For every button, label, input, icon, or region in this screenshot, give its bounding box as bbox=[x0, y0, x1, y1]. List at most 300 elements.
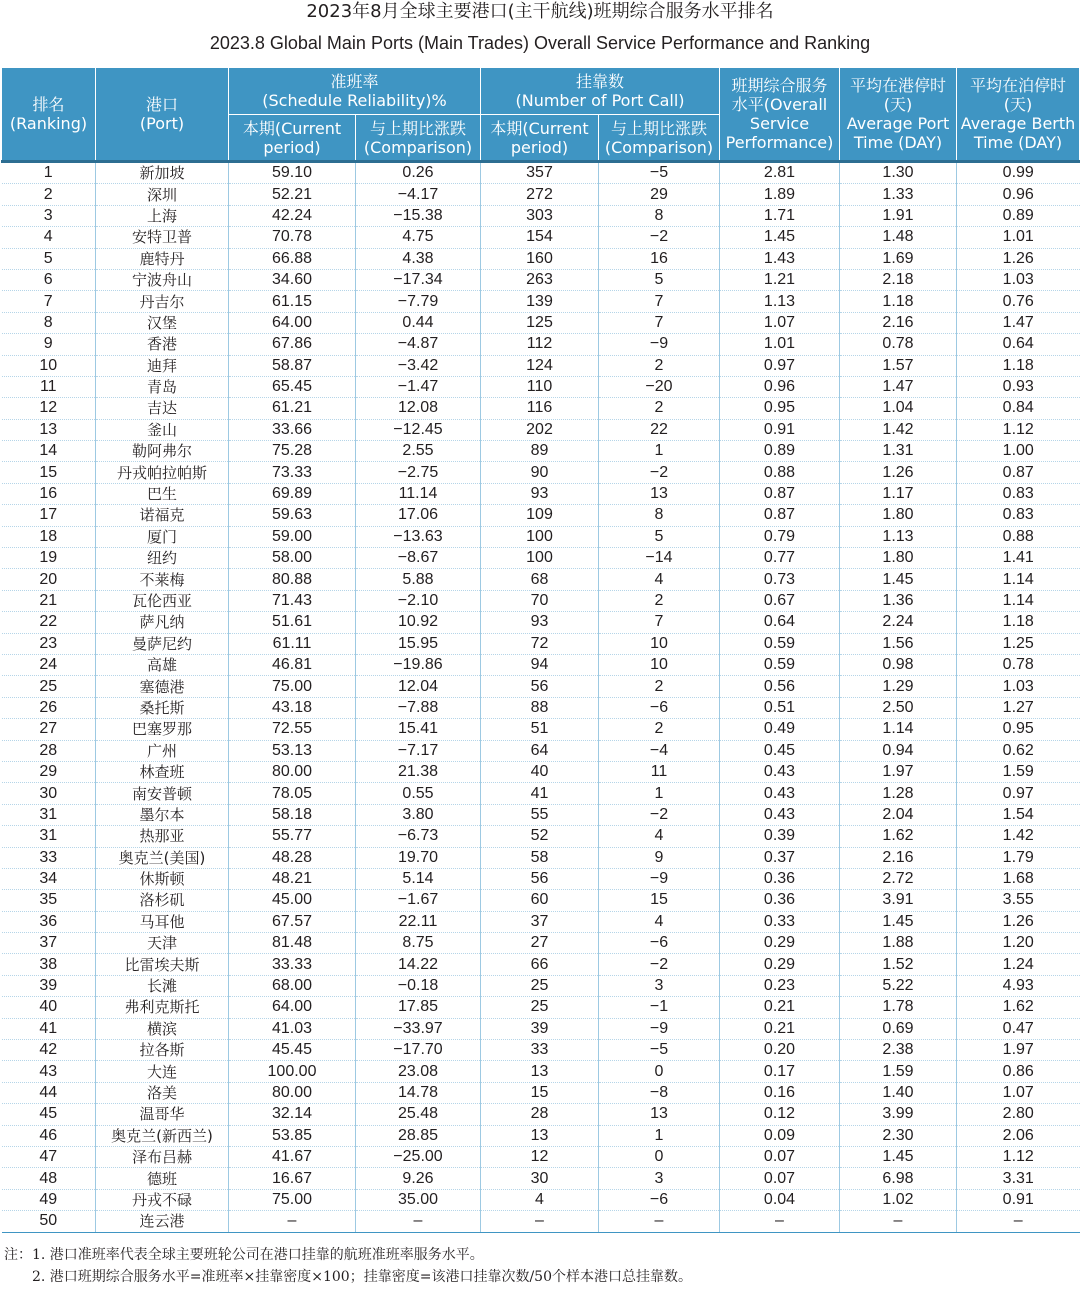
port-time-cell: 2.30 bbox=[840, 1125, 957, 1146]
port-cell: 塞德港 bbox=[96, 676, 229, 697]
reliability-comparison-cell: −4.87 bbox=[356, 334, 481, 355]
port-cell: 连云港 bbox=[96, 1211, 229, 1232]
table-row bbox=[2, 1018, 1080, 1039]
reliability-comparison-cell: 23.08 bbox=[356, 1061, 481, 1082]
reliability-comparison-cell: −0.18 bbox=[356, 975, 481, 996]
calls-current-cell: 100 bbox=[481, 526, 599, 547]
calls-comparison-cell: −9 bbox=[599, 868, 720, 889]
table-body bbox=[2, 162, 1080, 1233]
calls-current-cell: 94 bbox=[481, 654, 599, 675]
calls-current-cell: 68 bbox=[481, 569, 599, 590]
port-time-cell: 0.94 bbox=[840, 740, 957, 761]
service-performance-cell: 1.43 bbox=[720, 248, 840, 269]
header-port-calls: 挂靠数 (Number of Port Call) bbox=[481, 68, 720, 115]
reliability-current-cell: 53.85 bbox=[229, 1125, 356, 1146]
rank-cell: 30 bbox=[2, 783, 96, 804]
reliability-current-cell: 53.13 bbox=[229, 740, 356, 761]
service-performance-cell: 0.07 bbox=[720, 1168, 840, 1189]
port-cell: 不莱梅 bbox=[96, 569, 229, 590]
berth-time-cell: 1.24 bbox=[957, 954, 1080, 975]
calls-current-cell: 58 bbox=[481, 847, 599, 868]
rank-cell: 15 bbox=[2, 462, 96, 483]
calls-current-cell: 263 bbox=[481, 269, 599, 290]
reliability-comparison-cell: 2.55 bbox=[356, 441, 481, 462]
berth-time-cell: – bbox=[957, 1211, 1080, 1232]
reliability-current-cell: 80.00 bbox=[229, 1082, 356, 1103]
table-row bbox=[2, 954, 1080, 975]
port-time-cell: 2.50 bbox=[840, 697, 957, 718]
calls-comparison-cell: 13 bbox=[599, 483, 720, 504]
port-time-cell: 1.36 bbox=[840, 590, 957, 611]
reliability-current-cell: – bbox=[229, 1211, 356, 1232]
reliability-comparison-cell: 35.00 bbox=[356, 1189, 481, 1210]
footnote-2: 2. 港口班期综合服务水平=准班率×挂靠密度×100；挂靠密度=该港口挂靠次数/50个样本港口总挂靠数。 bbox=[32, 1269, 692, 1285]
berth-time-cell: 1.59 bbox=[957, 761, 1080, 782]
reliability-current-cell: 16.67 bbox=[229, 1168, 356, 1189]
service-performance-cell: 1.45 bbox=[720, 227, 840, 248]
calls-comparison-cell: −2 bbox=[599, 462, 720, 483]
calls-comparison-cell: −2 bbox=[599, 804, 720, 825]
reliability-comparison-cell: −25.00 bbox=[356, 1146, 481, 1167]
rank-cell: 42 bbox=[2, 1040, 96, 1061]
calls-comparison-cell: −9 bbox=[599, 1018, 720, 1039]
rank-cell: 37 bbox=[2, 933, 96, 954]
berth-time-cell: 0.83 bbox=[957, 505, 1080, 526]
berth-time-cell: 4.93 bbox=[957, 975, 1080, 996]
port-cell: 墨尔本 bbox=[96, 804, 229, 825]
berth-time-cell: 1.68 bbox=[957, 868, 1080, 889]
calls-comparison-cell: 7 bbox=[599, 312, 720, 333]
reliability-current-cell: 72.55 bbox=[229, 719, 356, 740]
reliability-current-cell: 75.28 bbox=[229, 441, 356, 462]
calls-current-cell: 139 bbox=[481, 291, 599, 312]
service-performance-cell: 0.20 bbox=[720, 1040, 840, 1061]
calls-comparison-cell: 13 bbox=[599, 1104, 720, 1125]
calls-comparison-cell: 7 bbox=[599, 291, 720, 312]
port-cell: 大连 bbox=[96, 1061, 229, 1082]
rank-cell: 17 bbox=[2, 505, 96, 526]
service-performance-cell: 0.17 bbox=[720, 1061, 840, 1082]
calls-comparison-cell: 11 bbox=[599, 761, 720, 782]
rank-cell: 26 bbox=[2, 697, 96, 718]
berth-time-cell: 1.00 bbox=[957, 441, 1080, 462]
reliability-comparison-cell: −13.63 bbox=[356, 526, 481, 547]
calls-current-cell: 51 bbox=[481, 719, 599, 740]
calls-comparison-cell: 1 bbox=[599, 1125, 720, 1146]
rank-cell: 34 bbox=[2, 868, 96, 889]
reliability-current-cell: 80.88 bbox=[229, 569, 356, 590]
rank-cell: 33 bbox=[2, 847, 96, 868]
reliability-comparison-cell: 11.14 bbox=[356, 483, 481, 504]
table-row bbox=[2, 334, 1080, 355]
table-row bbox=[2, 483, 1080, 504]
calls-comparison-cell: 16 bbox=[599, 248, 720, 269]
rank-cell: 11 bbox=[2, 376, 96, 397]
table-row bbox=[2, 1104, 1080, 1125]
port-ranking-table bbox=[1, 67, 1080, 1233]
reliability-comparison-cell: −19.86 bbox=[356, 654, 481, 675]
service-performance-cell: 0.49 bbox=[720, 719, 840, 740]
service-performance-cell: 0.33 bbox=[720, 911, 840, 932]
header-schedule-reliability: 准班率 (Schedule Reliability)% bbox=[229, 68, 481, 115]
reliability-current-cell: 75.00 bbox=[229, 1189, 356, 1210]
service-performance-cell: 1.01 bbox=[720, 334, 840, 355]
port-cell: 迪拜 bbox=[96, 355, 229, 376]
port-cell: 丹吉尔 bbox=[96, 291, 229, 312]
calls-current-cell: 70 bbox=[481, 590, 599, 611]
table-row bbox=[2, 654, 1080, 675]
port-time-cell: 2.16 bbox=[840, 312, 957, 333]
service-performance-cell: 0.43 bbox=[720, 783, 840, 804]
port-time-cell: 1.04 bbox=[840, 398, 957, 419]
calls-current-cell: 154 bbox=[481, 227, 599, 248]
calls-current-cell: 27 bbox=[481, 933, 599, 954]
berth-time-cell: 1.01 bbox=[957, 227, 1080, 248]
service-performance-cell: 0.39 bbox=[720, 826, 840, 847]
reliability-comparison-cell: 12.04 bbox=[356, 676, 481, 697]
berth-time-cell: 3.55 bbox=[957, 890, 1080, 911]
reliability-current-cell: 80.00 bbox=[229, 761, 356, 782]
calls-comparison-cell: −4 bbox=[599, 740, 720, 761]
reliability-current-cell: 52.21 bbox=[229, 184, 356, 205]
calls-comparison-cell: −5 bbox=[599, 1040, 720, 1061]
calls-current-cell: 272 bbox=[481, 184, 599, 205]
port-time-cell: 1.45 bbox=[840, 569, 957, 590]
header-reliability-comparison: 与上期比涨跌 (Comparison) bbox=[356, 115, 481, 162]
berth-time-cell: 0.93 bbox=[957, 376, 1080, 397]
footnotes bbox=[4, 1244, 1074, 1288]
rank-cell: 14 bbox=[2, 441, 96, 462]
service-performance-cell: 0.73 bbox=[720, 569, 840, 590]
reliability-comparison-cell: 22.11 bbox=[356, 911, 481, 932]
reliability-comparison-cell: 14.22 bbox=[356, 954, 481, 975]
page-title-chinese: 2023年8月全球主要港口(主干航线)班期综合服务水平排名 bbox=[306, 1, 774, 22]
calls-current-cell: 110 bbox=[481, 376, 599, 397]
calls-current-cell: 66 bbox=[481, 954, 599, 975]
footnote-1: 注：1. 港口准班率代表全球主要班轮公司在港口挂靠的航班准班率服务水平。 bbox=[4, 1247, 484, 1263]
page-title-english: 2023.8 Global Main Ports (Main Trades) Overall Service Performance and Ranking bbox=[209, 33, 871, 53]
reliability-comparison-cell: 0.26 bbox=[356, 162, 481, 184]
port-time-cell: 1.42 bbox=[840, 419, 957, 440]
reliability-comparison-cell: 28.85 bbox=[356, 1125, 481, 1146]
calls-comparison-cell: −6 bbox=[599, 1189, 720, 1210]
reliability-comparison-cell: 15.41 bbox=[356, 719, 481, 740]
rank-cell: 38 bbox=[2, 954, 96, 975]
table-row bbox=[2, 184, 1080, 205]
port-cell: 深圳 bbox=[96, 184, 229, 205]
rank-cell: 1 bbox=[2, 162, 96, 184]
port-time-cell: 2.72 bbox=[840, 868, 957, 889]
reliability-comparison-cell: 0.55 bbox=[356, 783, 481, 804]
reliability-comparison-cell: −3.42 bbox=[356, 355, 481, 376]
reliability-current-cell: 59.10 bbox=[229, 162, 356, 184]
reliability-current-cell: 33.66 bbox=[229, 419, 356, 440]
calls-current-cell: 202 bbox=[481, 419, 599, 440]
port-time-cell: 1.48 bbox=[840, 227, 957, 248]
port-time-cell: 1.45 bbox=[840, 911, 957, 932]
calls-current-cell: 39 bbox=[481, 1018, 599, 1039]
reliability-current-cell: 61.11 bbox=[229, 633, 356, 654]
port-cell: 吉达 bbox=[96, 398, 229, 419]
calls-comparison-cell: −1 bbox=[599, 997, 720, 1018]
port-time-cell: 0.98 bbox=[840, 654, 957, 675]
port-cell: 丹戎不碌 bbox=[96, 1189, 229, 1210]
port-cell: 南安普顿 bbox=[96, 783, 229, 804]
service-performance-cell: 0.23 bbox=[720, 975, 840, 996]
table-row bbox=[2, 633, 1080, 654]
reliability-comparison-cell: 25.48 bbox=[356, 1104, 481, 1125]
reliability-comparison-cell: 3.80 bbox=[356, 804, 481, 825]
service-performance-cell: 1.71 bbox=[720, 205, 840, 226]
port-cell: 高雄 bbox=[96, 654, 229, 675]
service-performance-cell: 2.81 bbox=[720, 162, 840, 184]
reliability-current-cell: 45.45 bbox=[229, 1040, 356, 1061]
port-cell: 热那亚 bbox=[96, 826, 229, 847]
calls-current-cell: 160 bbox=[481, 248, 599, 269]
rank-cell: 8 bbox=[2, 312, 96, 333]
reliability-current-cell: 69.89 bbox=[229, 483, 356, 504]
berth-time-cell: 1.26 bbox=[957, 911, 1080, 932]
port-time-cell: 1.17 bbox=[840, 483, 957, 504]
table-row bbox=[2, 269, 1080, 290]
header-average-berth-time: 平均在泊停时 (天) Average Berth Time (DAY) bbox=[957, 68, 1080, 162]
berth-time-cell: 1.47 bbox=[957, 312, 1080, 333]
service-performance-cell: 0.77 bbox=[720, 548, 840, 569]
berth-time-cell: 1.03 bbox=[957, 676, 1080, 697]
service-performance-cell: 0.56 bbox=[720, 676, 840, 697]
berth-time-cell: 1.18 bbox=[957, 612, 1080, 633]
rank-cell: 5 bbox=[2, 248, 96, 269]
calls-comparison-cell: 8 bbox=[599, 505, 720, 526]
rank-cell: 43 bbox=[2, 1061, 96, 1082]
table-row bbox=[2, 975, 1080, 996]
berth-time-cell: 0.99 bbox=[957, 162, 1080, 184]
port-cell: 丹戎帕拉帕斯 bbox=[96, 462, 229, 483]
service-performance-cell: 0.16 bbox=[720, 1082, 840, 1103]
service-performance-cell: 0.51 bbox=[720, 697, 840, 718]
port-time-cell: 1.69 bbox=[840, 248, 957, 269]
port-cell: 新加坡 bbox=[96, 162, 229, 184]
berth-time-cell: 0.97 bbox=[957, 783, 1080, 804]
berth-time-cell: 1.27 bbox=[957, 697, 1080, 718]
berth-time-cell: 0.89 bbox=[957, 205, 1080, 226]
calls-current-cell: 40 bbox=[481, 761, 599, 782]
port-time-cell: 1.80 bbox=[840, 548, 957, 569]
port-time-cell: 1.29 bbox=[840, 676, 957, 697]
table-row bbox=[2, 826, 1080, 847]
service-performance-cell: 0.88 bbox=[720, 462, 840, 483]
table-row bbox=[2, 227, 1080, 248]
port-time-cell: 1.62 bbox=[840, 826, 957, 847]
calls-comparison-cell: 3 bbox=[599, 975, 720, 996]
reliability-comparison-cell: 17.85 bbox=[356, 997, 481, 1018]
header-calls-comparison: 与上期比涨跌 (Comparison) bbox=[599, 115, 720, 162]
reliability-comparison-cell: −7.88 bbox=[356, 697, 481, 718]
calls-current-cell: 13 bbox=[481, 1061, 599, 1082]
port-time-cell: 1.14 bbox=[840, 719, 957, 740]
table-row bbox=[2, 1040, 1080, 1061]
table-row bbox=[2, 697, 1080, 718]
port-cell: 香港 bbox=[96, 334, 229, 355]
calls-current-cell: 15 bbox=[481, 1082, 599, 1103]
reliability-current-cell: 41.03 bbox=[229, 1018, 356, 1039]
berth-time-cell: 2.80 bbox=[957, 1104, 1080, 1125]
port-time-cell: 1.40 bbox=[840, 1082, 957, 1103]
rank-cell: 35 bbox=[2, 890, 96, 911]
port-cell: 广州 bbox=[96, 740, 229, 761]
table-row bbox=[2, 804, 1080, 825]
calls-current-cell: 12 bbox=[481, 1146, 599, 1167]
table-row bbox=[2, 548, 1080, 569]
table-row bbox=[2, 441, 1080, 462]
table-row bbox=[2, 890, 1080, 911]
table-row bbox=[2, 419, 1080, 440]
reliability-comparison-cell: −2.75 bbox=[356, 462, 481, 483]
berth-time-cell: 2.06 bbox=[957, 1125, 1080, 1146]
reliability-comparison-cell: −17.34 bbox=[356, 269, 481, 290]
berth-time-cell: 1.12 bbox=[957, 419, 1080, 440]
port-cell: 洛美 bbox=[96, 1082, 229, 1103]
service-performance-cell: 0.97 bbox=[720, 355, 840, 376]
calls-current-cell: 41 bbox=[481, 783, 599, 804]
service-performance-cell: 0.91 bbox=[720, 419, 840, 440]
table-row bbox=[2, 1125, 1080, 1146]
calls-comparison-cell: 2 bbox=[599, 355, 720, 376]
rank-cell: 25 bbox=[2, 676, 96, 697]
port-cell: 厦门 bbox=[96, 526, 229, 547]
berth-time-cell: 1.41 bbox=[957, 548, 1080, 569]
reliability-current-cell: 70.78 bbox=[229, 227, 356, 248]
table-row bbox=[2, 248, 1080, 269]
calls-current-cell: – bbox=[481, 1211, 599, 1232]
port-time-cell: 3.91 bbox=[840, 890, 957, 911]
calls-current-cell: 357 bbox=[481, 162, 599, 184]
header-rank: 排名 (Ranking) bbox=[2, 68, 96, 162]
berth-time-cell: 1.20 bbox=[957, 933, 1080, 954]
service-performance-cell: 0.29 bbox=[720, 933, 840, 954]
rank-cell: 41 bbox=[2, 1018, 96, 1039]
calls-current-cell: 303 bbox=[481, 205, 599, 226]
port-time-cell: 2.16 bbox=[840, 847, 957, 868]
berth-time-cell: 0.96 bbox=[957, 184, 1080, 205]
calls-comparison-cell: 4 bbox=[599, 826, 720, 847]
calls-current-cell: 28 bbox=[481, 1104, 599, 1125]
calls-comparison-cell: – bbox=[599, 1211, 720, 1232]
calls-comparison-cell: 10 bbox=[599, 654, 720, 675]
port-cell: 奥克兰(新西兰) bbox=[96, 1125, 229, 1146]
rank-cell: 29 bbox=[2, 761, 96, 782]
berth-time-cell: 0.95 bbox=[957, 719, 1080, 740]
reliability-current-cell: 42.24 bbox=[229, 205, 356, 226]
calls-comparison-cell: −2 bbox=[599, 227, 720, 248]
header-calls-current: 本期(Current period) bbox=[481, 115, 599, 162]
reliability-current-cell: 78.05 bbox=[229, 783, 356, 804]
calls-current-cell: 93 bbox=[481, 483, 599, 504]
reliability-comparison-cell: – bbox=[356, 1211, 481, 1232]
calls-comparison-cell: 10 bbox=[599, 633, 720, 654]
berth-time-cell: 3.31 bbox=[957, 1168, 1080, 1189]
reliability-current-cell: 71.43 bbox=[229, 590, 356, 611]
calls-current-cell: 56 bbox=[481, 676, 599, 697]
reliability-comparison-cell: −12.45 bbox=[356, 419, 481, 440]
table-row bbox=[2, 1168, 1080, 1189]
reliability-comparison-cell: −33.97 bbox=[356, 1018, 481, 1039]
reliability-current-cell: 33.33 bbox=[229, 954, 356, 975]
rank-cell: 45 bbox=[2, 1104, 96, 1125]
calls-comparison-cell: 1 bbox=[599, 441, 720, 462]
table-row bbox=[2, 462, 1080, 483]
calls-current-cell: 55 bbox=[481, 804, 599, 825]
calls-comparison-cell: 29 bbox=[599, 184, 720, 205]
reliability-current-cell: 48.21 bbox=[229, 868, 356, 889]
port-time-cell: 5.22 bbox=[840, 975, 957, 996]
service-performance-cell: 0.04 bbox=[720, 1189, 840, 1210]
reliability-comparison-cell: 8.75 bbox=[356, 933, 481, 954]
port-time-cell: 1.30 bbox=[840, 162, 957, 184]
rank-cell: 40 bbox=[2, 997, 96, 1018]
port-time-cell: 1.78 bbox=[840, 997, 957, 1018]
berth-time-cell: 1.42 bbox=[957, 826, 1080, 847]
rank-cell: 47 bbox=[2, 1146, 96, 1167]
rank-cell: 4 bbox=[2, 227, 96, 248]
calls-current-cell: 116 bbox=[481, 398, 599, 419]
berth-time-cell: 1.25 bbox=[957, 633, 1080, 654]
berth-time-cell: 0.47 bbox=[957, 1018, 1080, 1039]
reliability-current-cell: 51.61 bbox=[229, 612, 356, 633]
port-time-cell: 1.52 bbox=[840, 954, 957, 975]
port-cell: 鹿特丹 bbox=[96, 248, 229, 269]
port-cell: 温哥华 bbox=[96, 1104, 229, 1125]
port-cell: 曼萨尼约 bbox=[96, 633, 229, 654]
calls-comparison-cell: 0 bbox=[599, 1061, 720, 1082]
reliability-comparison-cell: −4.17 bbox=[356, 184, 481, 205]
port-cell: 洛杉矶 bbox=[96, 890, 229, 911]
rank-cell: 39 bbox=[2, 975, 96, 996]
service-performance-cell: 0.79 bbox=[720, 526, 840, 547]
service-performance-cell: 0.64 bbox=[720, 612, 840, 633]
reliability-comparison-cell: 15.95 bbox=[356, 633, 481, 654]
rank-cell: 46 bbox=[2, 1125, 96, 1146]
calls-comparison-cell: 2 bbox=[599, 398, 720, 419]
reliability-comparison-cell: −7.17 bbox=[356, 740, 481, 761]
calls-comparison-cell: −6 bbox=[599, 697, 720, 718]
port-cell: 休斯顿 bbox=[96, 868, 229, 889]
port-time-cell: 2.04 bbox=[840, 804, 957, 825]
reliability-comparison-cell: 5.88 bbox=[356, 569, 481, 590]
port-time-cell: 0.78 bbox=[840, 334, 957, 355]
table-row bbox=[2, 376, 1080, 397]
service-performance-cell: 0.07 bbox=[720, 1146, 840, 1167]
service-performance-cell: 0.45 bbox=[720, 740, 840, 761]
table-row bbox=[2, 1211, 1080, 1232]
rank-cell: 36 bbox=[2, 911, 96, 932]
rank-cell: 28 bbox=[2, 740, 96, 761]
berth-time-cell: 0.91 bbox=[957, 1189, 1080, 1210]
calls-comparison-cell: 0 bbox=[599, 1146, 720, 1167]
service-performance-cell: 0.09 bbox=[720, 1125, 840, 1146]
berth-time-cell: 0.78 bbox=[957, 654, 1080, 675]
header-average-port-time: 平均在港停时 (天) Average Port Time (DAY) bbox=[840, 68, 957, 162]
berth-time-cell: 0.86 bbox=[957, 1061, 1080, 1082]
reliability-comparison-cell: −1.67 bbox=[356, 890, 481, 911]
reliability-current-cell: 61.21 bbox=[229, 398, 356, 419]
calls-comparison-cell: 9 bbox=[599, 847, 720, 868]
reliability-current-cell: 32.14 bbox=[229, 1104, 356, 1125]
port-time-cell: 1.31 bbox=[840, 441, 957, 462]
table-row bbox=[2, 783, 1080, 804]
calls-current-cell: 88 bbox=[481, 697, 599, 718]
port-cell: 长滩 bbox=[96, 975, 229, 996]
